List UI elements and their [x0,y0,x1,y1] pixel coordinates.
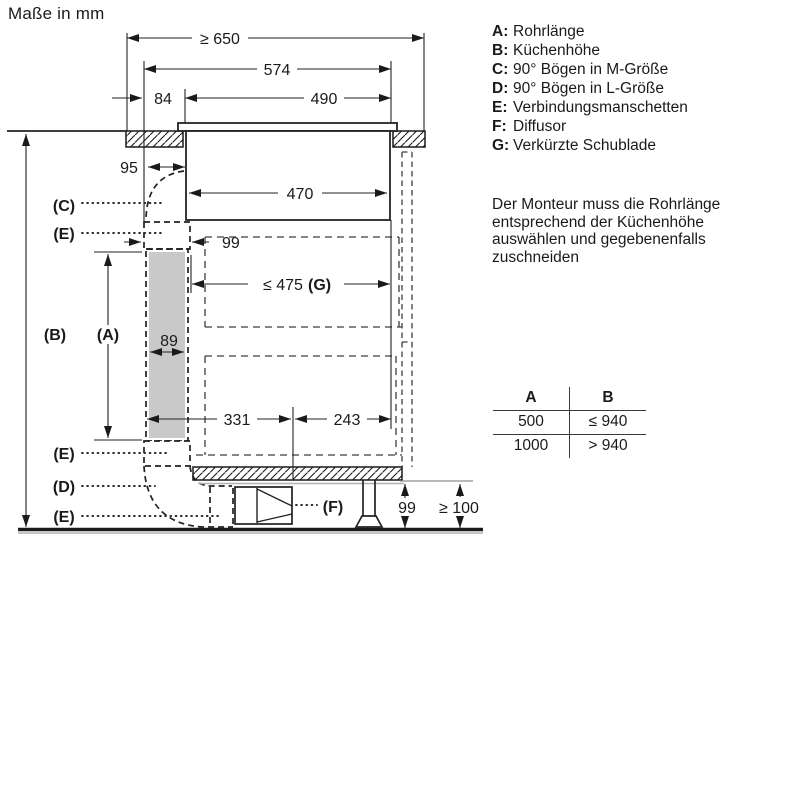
dim-hob-width: 490 [310,91,338,108]
legend-label: Rohrlänge [513,23,585,40]
dim-clearance-min: ≥ 100 [439,500,479,517]
legend-item-b [492,41,688,60]
dim-drawer-max: ≤ 475 [263,277,303,294]
label-b: (B) [43,327,67,344]
legend-item-a [492,22,688,41]
leg-foot [356,516,382,527]
dim-plinth-height: 99 [398,500,416,517]
dim-sleeve-width: 99 [222,235,240,252]
legend-label: 90° Bögen in L-Größe [513,80,664,97]
table-cell-a2: 1000 [493,435,570,459]
legend-item-g [492,136,688,155]
dim-duct-width: 89 [160,333,178,350]
dim-run-left: 331 [223,412,251,429]
dim-offset-left: 84 [154,91,172,108]
legend-item-f [492,117,688,136]
legend-label: Verkürzte Schublade [513,137,657,154]
table-row [493,435,646,459]
units-title: Maße in mm [8,4,105,23]
legend-label: Küchenhöhe [513,42,601,59]
dim-cutout: 574 [263,62,291,79]
note-line: Der Monteur muss die Rohrlänge [492,196,721,213]
legend-item-d [492,79,688,98]
legend-item-e [492,98,688,117]
note-line: zuschneiden [492,248,580,266]
legend-key: C: [492,61,509,78]
plinth-zone [18,466,483,533]
label-c: (C) [52,198,76,215]
legend-key: F: [492,118,507,135]
table-cell-a1: 500 [493,411,570,435]
dim-width-min: ≥ 650 [200,31,240,48]
hob-top-plate [178,123,397,131]
legend-key: G: [492,137,510,154]
installer-note [492,196,720,266]
hob-body [186,131,390,220]
label-g: (G) [308,277,332,294]
cabinet-bottom-panel [193,467,402,480]
dim-hob-inner: 470 [286,186,314,203]
table-cell-b1: ≤ 940 [570,411,647,435]
legend-key: B: [492,42,509,59]
label-d: (D) [52,479,76,496]
legend-key: E: [492,99,508,116]
note-line: auswählen und gegebenenfalls [492,231,706,248]
table-row [493,411,646,435]
label-f: (F) [322,499,344,516]
legend-item-c [492,60,688,79]
sleeve-upper [144,222,190,249]
legend-key: D: [492,80,509,97]
legend-label: 90° Bögen in M-Größe [513,61,669,78]
worktop-right-section [393,131,425,147]
legend-label: Diffusor [513,118,567,135]
label-e-lower: (E) [53,509,75,526]
label-a: (A) [96,327,120,344]
legend-key: A: [492,23,509,40]
label-e-upper: (E) [53,226,75,243]
label-e-mid: (E) [53,446,75,463]
legend-label: Verbindungsmanschetten [513,99,688,116]
legend [492,22,688,155]
table-header-a: A [493,387,570,411]
table-cell-b2: > 940 [588,437,628,454]
table-header-row [493,387,646,411]
table-header-b: B [570,387,647,411]
dim-gap-left: 95 [120,160,138,177]
worktop-left-section [126,131,183,147]
bend-c-curve [146,171,184,221]
dim-run-right: 243 [333,412,361,429]
pipe-length-table [493,387,646,458]
note-line: entsprechend der Küchenhöhe [492,213,704,231]
